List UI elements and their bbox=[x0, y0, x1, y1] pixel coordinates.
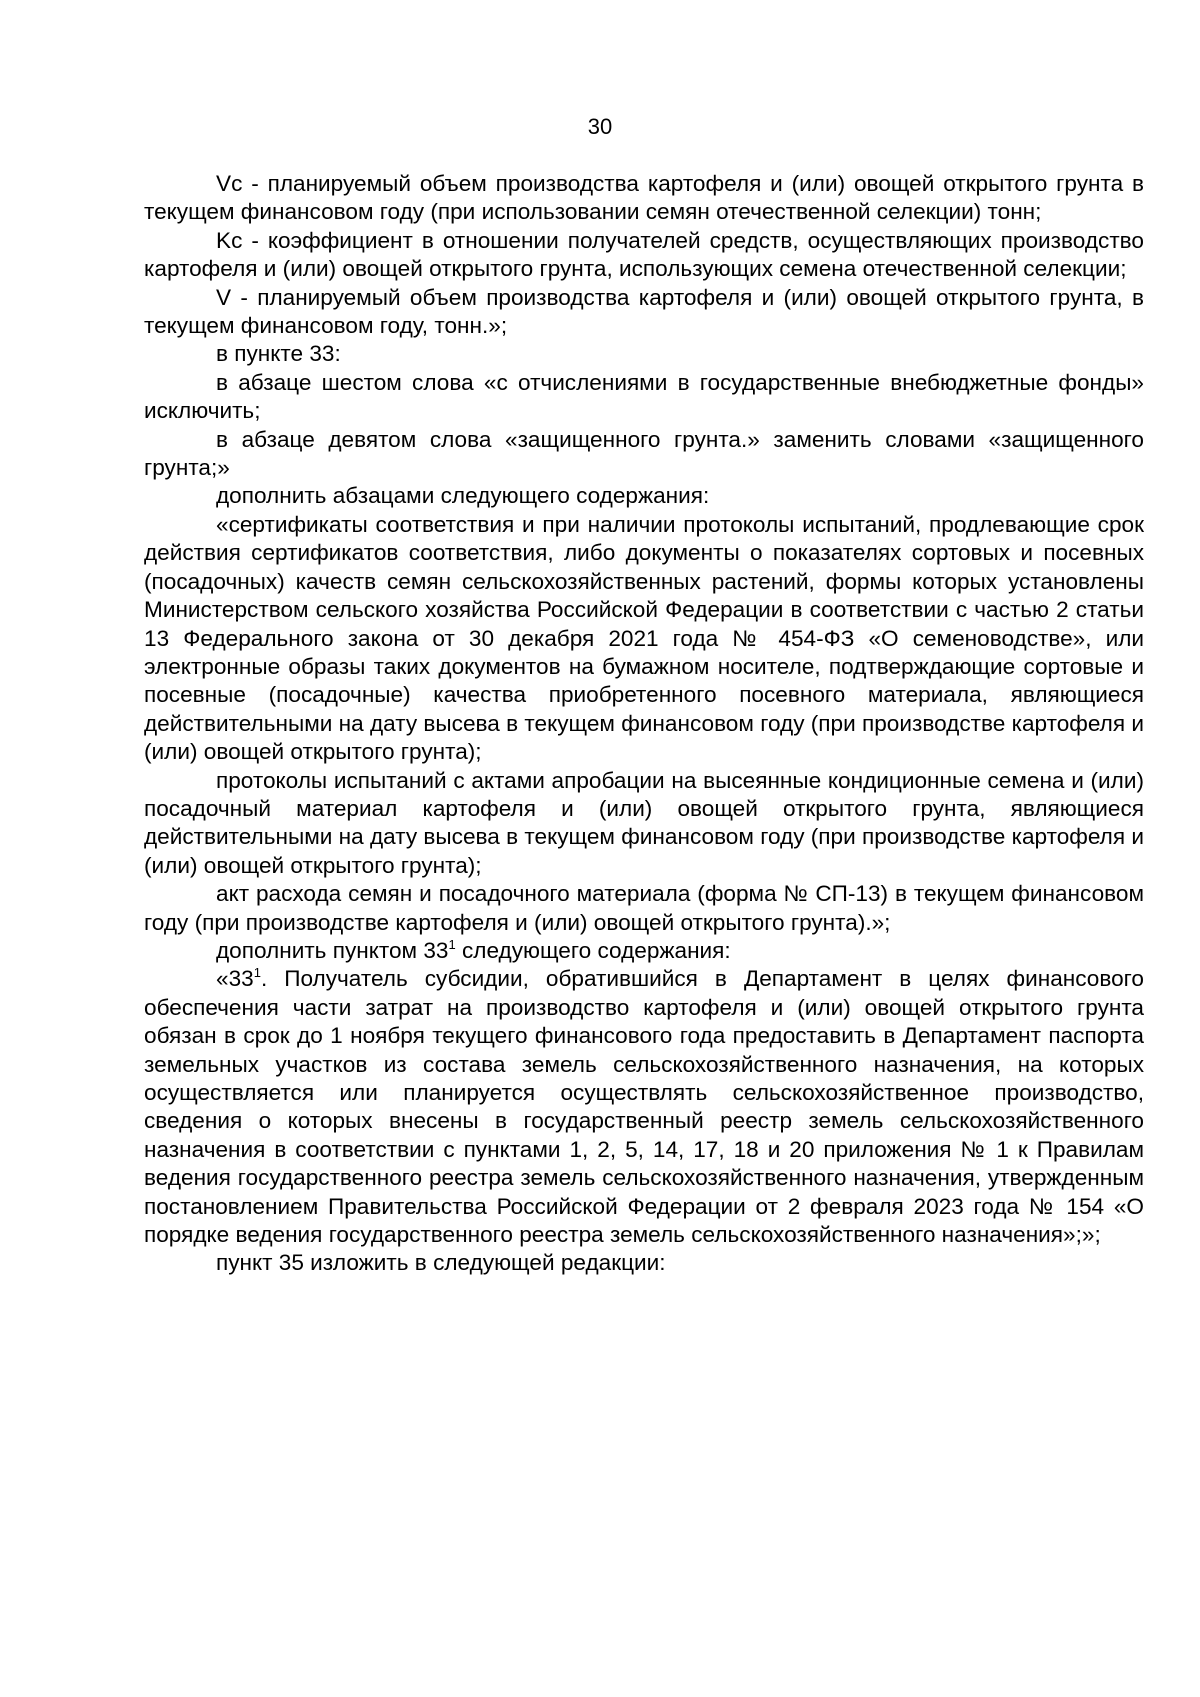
paragraph-abzac-6: в абзаце шестом слова «с отчислениями в государственные внебюджетные фонды» исключить; bbox=[144, 369, 1144, 424]
paragraph-test-protocols: протоколы испытаний с актами апробации на высеянные кондиционные семена и (или) посадочный материал картофеля и (или) овощей открытого грунта, являющиеся действительными на дату высева в текущем финансовом году (при производстве картофеля и (или) овощей открытого грунта); bbox=[144, 767, 1144, 878]
document-body bbox=[144, 170, 1144, 1278]
insert-point-text-end: следующего содержания: bbox=[455, 937, 731, 963]
paragraph-kc-definition: Kc - коэффициент в отношении получателей средств, осуществляющих производство картофеля и (или) овощей открытого грунта, использующих семена отечественной селекции; bbox=[144, 227, 1144, 282]
point-33-1-text: . Получатель субсидии, обратившийся в Департамент в целях финансового обеспечения части затрат на производство картофеля и (или) овощей открытого грунта обязан в срок до 1 ноября текущего финансового года предоставить в Департамент паспорта земельных участков из состава земель сельскохозяйственного назначения, на которых осуществляется или планируется осуществлять сельскохозяйственное производство, сведения о которых внесены в государственный реестр земель сельскохозяйственного назначения в соответствии с пунктами 1, 2, 5, 14, 17, 18 и 20 приложения № 1 к Правилам ведения государственного реестра земель сельскохозяйственного назначения, утвержденным постановлением Правительства Российской Федерации от 2 февраля 2023 года № 154 «О порядке ведения государственного реестра земель сельскохозяйственного назначения»;»; bbox=[144, 966, 1144, 1248]
insert-point-text: дополнить пунктом 33 bbox=[216, 937, 449, 963]
page-number: 30 bbox=[587, 114, 613, 139]
paragraph-certificates: «сертификаты соответствия и при наличии протоколы испытаний, продлевающие срок действия сертификатов соответствия, либо документы о показателях сортовых и посевных (посадочных) качеств семян сельскохозяйственных растений, формы которых установлены Министерством сельского хозяйства Российской Федерации в соответствии с частью 2 статьи 13 Федерального закона от 30 декабря 2021 года № 454-ФЗ «О семеноводстве», или электронные образы таких документов на бумажном носителе, подтверждающие сортовые и посевные (посадочные) качества приобретенного посевного материала, являющиеся действительными на дату высева в текущем финансовом году (при производстве картофеля и (или) овощей открытого грунта); bbox=[144, 511, 1144, 765]
paragraph-add-abzacy: дополнить абзацами следующего содержания: bbox=[216, 483, 710, 509]
paragraph-point-35: пункт 35 изложить в следующей редакции: bbox=[216, 1250, 666, 1276]
superscript: 1 bbox=[253, 965, 261, 981]
paragraph-abzac-9: в абзаце девятом слова «защищенного грунта.» заменить словами «защищенного грунта;» bbox=[144, 426, 1144, 481]
paragraph-v-definition: V - планируемый объем производства картофеля и (или) овощей открытого грунта, в текущем финансовом году, тонн.»; bbox=[144, 284, 1144, 339]
paragraph-vc-definition: Vc - планируемый объем производства картофеля и (или) овощей открытого грунта в текущем финансовом году (при использовании семян отечественной селекции) тонн; bbox=[144, 171, 1144, 225]
paragraph-add-point-33-1 bbox=[144, 937, 1144, 965]
paragraph-point-33: в пункте 33: bbox=[216, 341, 341, 367]
paragraph-point-33-1 bbox=[144, 965, 1144, 1249]
paragraph-seed-act: акт расхода семян и посадочного материала (форма № СП-13) в текущем финансовом году (при производстве картофеля и (или) овощей открытого грунта).»; bbox=[144, 881, 1144, 935]
point-33-1-number: «33 bbox=[216, 966, 254, 992]
superscript: 1 bbox=[448, 936, 456, 952]
